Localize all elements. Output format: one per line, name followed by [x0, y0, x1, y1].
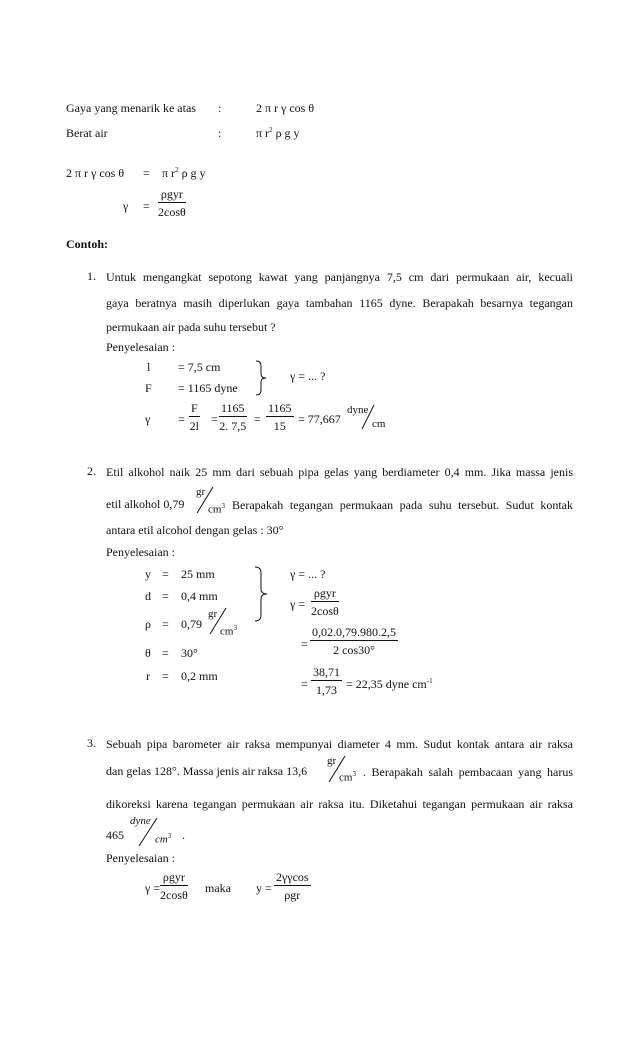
ex1-unit-denominator: cm: [372, 418, 386, 430]
ex2-step2-result: = 22,35 dyne $cm^{-1}$: [346, 677, 433, 691]
equation-1-right: π $r^2$ ρ g y: [162, 166, 206, 180]
ex2-y-value: 25 mm: [181, 567, 215, 581]
fraction-numerator: 2γγcos: [276, 870, 309, 884]
ex1-ask: γ = ... ?: [290, 369, 326, 383]
ex2-line2-b: Berapakah tegangan permukaan pada suhu tersebut. Sudut kontak: [232, 498, 573, 512]
ex1-fraction-3: [266, 402, 294, 432]
ex3-number: 3.: [87, 736, 96, 750]
ex1-f-symbol: F: [145, 381, 152, 395]
fraction-numerator: 1165: [268, 401, 292, 415]
ex3-line4-a: 465: [106, 828, 124, 842]
fraction-denominator: 2cosθ: [158, 205, 186, 219]
ex1-f-value: = 1165 dyne: [178, 381, 238, 395]
fraction-numerator: F: [191, 401, 198, 415]
ex3-gamma-lhs: γ =: [145, 881, 161, 895]
equation-2-left: γ: [123, 199, 129, 213]
ex2-unit-denominator: $cm^3$: [208, 502, 225, 516]
ex2-step2-fraction: [311, 666, 342, 696]
ex2-y-symbol: y: [145, 567, 151, 581]
fraction-numerator: ρgyr: [311, 587, 339, 602]
ex2-number: 2.: [87, 464, 96, 478]
ex1-l-value: = 7,5 cm: [178, 360, 221, 374]
ex2-r-symbol: r: [146, 669, 150, 683]
ex2-unit-numerator: gr: [196, 486, 206, 498]
ex1-brace-icon: [254, 360, 268, 396]
fraction-denominator: 1,73: [316, 683, 337, 697]
equation-1-equals: =: [143, 166, 150, 180]
ex2-solution-label: Penyelesaian :: [106, 545, 175, 559]
ex1-l-symbol: l: [147, 360, 151, 374]
ex2-gamma-lhs: γ =: [290, 597, 306, 611]
ex2-theta-value: 30°: [181, 646, 198, 660]
fraction-numerator: 1165: [221, 401, 245, 415]
ex2-rho-unit-denominator: $cm^3$: [220, 624, 237, 638]
berat-value: π $r^2$ ρ g y: [256, 126, 300, 140]
ex3-y-lhs: y =: [256, 881, 272, 895]
ex2-rho-equals: =: [162, 617, 169, 631]
ex2-rho-value: 0,79: [181, 617, 202, 631]
ex2-d-value: 0,4 mm: [181, 589, 218, 603]
fraction-numerator: ρgyr: [160, 871, 188, 886]
fraction-denominator: 2. 7,5: [219, 419, 247, 433]
ex2-d-equals: =: [162, 589, 169, 603]
ex1-equals-3: =: [254, 412, 261, 426]
ex3-maka: maka: [205, 881, 231, 895]
ex2-gamma-fraction: [311, 587, 339, 617]
equation-1-left: 2 π r γ cos θ: [66, 166, 125, 180]
ex1-equals-2: =: [211, 412, 218, 426]
ex2-step1-fraction: [310, 626, 398, 656]
ex2-line1: Etil alkohol naik 25 mm dari sebuah pipa gelas yang berdiameter 0,4 mm. Jika massa jenis: [106, 465, 573, 479]
berat-label: Berat air: [66, 126, 108, 140]
ex3-line2-a: dan gelas 128°. Massa jenis air raksa 13,6: [106, 764, 308, 778]
fraction-denominator: 2cosθ: [160, 888, 188, 902]
equation-2-fraction: [158, 188, 186, 218]
ex1-fraction-2: [219, 402, 247, 432]
ex1-equals-1: =: [178, 412, 185, 426]
berat-colon: :: [218, 126, 222, 140]
ex1-line1: Untuk mengangkat sepotong kawat yang panjangnya 7,5 cm dari permukaan air, kecuali: [106, 270, 573, 284]
fraction-numerator: ρgyr: [158, 188, 186, 203]
ex1-result: = 77,667: [298, 412, 341, 426]
ex2-d-symbol: d: [145, 589, 151, 603]
ex1-fraction-1: [189, 402, 200, 432]
ex1-line2: gaya beratnya masih diperlukan gaya tambahan 1165 dyne. Berapakah besarnya tegangan: [106, 296, 573, 310]
ex2-r-value: 0,2 mm: [181, 669, 218, 683]
ex2-line2-a: etil alkohol 0,79: [106, 497, 185, 511]
fraction-denominator: ρgr: [284, 888, 301, 902]
ex2-line3: antara etil alcohol dengan gelas : 30°: [106, 523, 284, 537]
ex1-gamma-symbol: γ: [145, 412, 151, 426]
ex2-theta-symbol: θ: [145, 646, 151, 660]
gaya-colon: :: [218, 101, 222, 115]
ex3-line1: Sebuah pipa barometer air raksa mempunyai diameter 4 mm. Sudut kontak antara air raksa: [106, 737, 573, 751]
ex3-line4-unit-denominator: $cm^3$: [155, 832, 172, 846]
fraction-denominator: 2l: [189, 419, 200, 433]
fraction-denominator: 2 cos30°: [333, 643, 375, 657]
ex1-unit-numerator: dyne: [347, 404, 369, 416]
gaya-value: 2 π r γ cos θ: [256, 101, 315, 115]
ex2-step1-equals: =: [301, 637, 308, 651]
ex3-unit-numerator: gr: [327, 755, 337, 767]
ex3-line2-b: . Berapakah salah pembacaan yang harus: [363, 765, 573, 779]
ex2-theta-equals: =: [162, 646, 169, 660]
fraction-numerator: 38,71: [313, 665, 340, 679]
ex2-ask: γ = ... ?: [290, 567, 326, 581]
ex2-step2-equals: =: [301, 677, 308, 691]
ex1-number: 1.: [87, 269, 96, 283]
gaya-label: Gaya yang menarik ke atas: [66, 101, 196, 115]
fraction-denominator: 15: [273, 419, 286, 433]
ex3-line3: dikoreksi karena tegangan permukaan air raksa itu. Diketahui tegangan permukaan air raksa: [106, 797, 573, 811]
ex1-line3: permukaan air pada suhu tersebut ?: [106, 320, 276, 334]
ex3-gamma-fraction: [160, 871, 188, 901]
fraction-numerator: 0,02.0,79.980.2,5: [312, 625, 396, 639]
ex2-r-equals: =: [162, 669, 169, 683]
ex3-solution-label: Penyelesaian :: [106, 851, 175, 865]
ex1-solution-label: Penyelesaian :: [106, 340, 175, 354]
ex3-unit-denominator: $cm^3$: [339, 770, 356, 784]
equation-2-equals: =: [143, 199, 150, 213]
ex2-rho-unit-numerator: gr: [208, 608, 218, 620]
ex2-rho-symbol: ρ: [145, 617, 151, 631]
fraction-denominator: 2cosθ: [311, 604, 339, 618]
contoh-heading: Contoh:: [66, 237, 109, 251]
ex2-y-equals: =: [162, 567, 169, 581]
ex3-line4-b: .: [182, 828, 185, 842]
ex3-line4-unit-numerator: dyne: [130, 815, 151, 827]
ex2-brace-icon: [253, 566, 269, 622]
ex3-y-fraction: [274, 871, 311, 901]
